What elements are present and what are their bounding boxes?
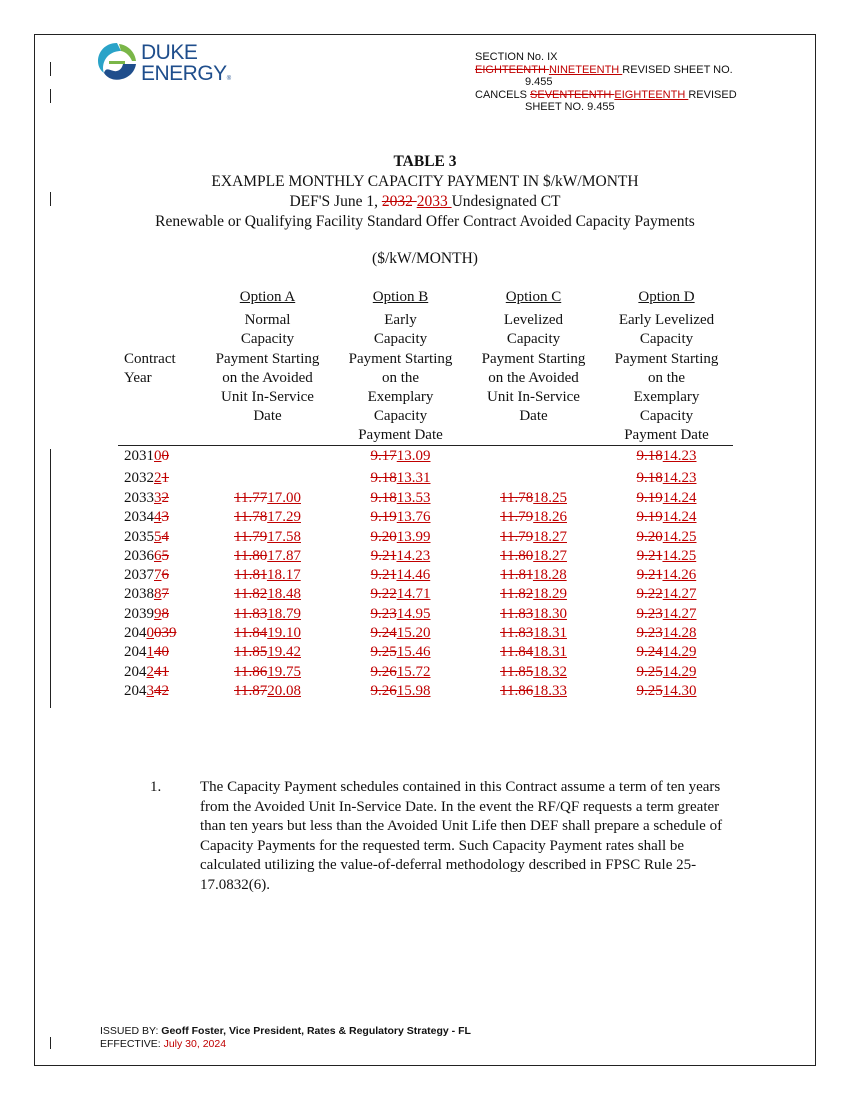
new-value: 18.30 [533, 606, 567, 622]
new-value: 20.08 [267, 683, 301, 699]
old-value: 9.19 [636, 490, 663, 506]
option-c-payment [471, 606, 596, 623]
header-line: Early Levelized [618, 312, 715, 329]
new-value: 14.28 [662, 625, 697, 641]
year-prefix: 2033 [124, 490, 154, 506]
option-b-payment [338, 529, 463, 546]
option-c-payment [471, 509, 596, 526]
option-d-payment [604, 644, 729, 661]
option-c-label: Option C [505, 289, 562, 305]
year-prefix: 2031 [124, 448, 154, 464]
year-prefix: 204 [124, 664, 147, 680]
option-d-payment [604, 529, 729, 546]
option-a-payment [205, 548, 330, 565]
header-line: Payment Date [624, 427, 709, 444]
table-row [0, 664, 850, 683]
new-value: 18.25 [533, 490, 567, 506]
header-line: Exemplary [367, 389, 434, 406]
table-row [0, 548, 850, 567]
old-value: 11.78 [234, 509, 268, 525]
year-deleted-digit: 7 [161, 586, 169, 602]
new-value: 14.23 [396, 548, 431, 564]
option-d-payment [604, 509, 729, 526]
year-deleted-digit: 42 [154, 683, 169, 699]
new-value: 14.27 [662, 606, 697, 622]
new-value: 15.72 [396, 664, 431, 680]
option-b-payment [338, 567, 463, 584]
year-deleted-digit: 5 [161, 548, 169, 564]
old-value: 11.81 [500, 567, 533, 583]
new-value: 14.46 [396, 567, 431, 583]
old-value: 11.77 [234, 490, 268, 506]
old-value: 9.20 [636, 529, 663, 545]
revision-bar [50, 62, 51, 76]
header-line: Payment Starting [348, 350, 453, 367]
old-value: 9.20 [370, 529, 397, 545]
option-b-payment [338, 470, 463, 487]
issued-by-line [100, 1025, 471, 1038]
new-value: 15.98 [396, 683, 431, 699]
option-b-payment [338, 664, 463, 681]
cancels-line [475, 89, 737, 102]
old-value: 9.26 [370, 683, 397, 699]
option-c-payment [471, 548, 596, 565]
option-c-payment [471, 490, 596, 507]
effective-date: July 30, 2024 [163, 1037, 227, 1050]
header-line: Capacity [639, 331, 694, 348]
new-value: 18.32 [533, 664, 567, 680]
option-c-header [471, 288, 596, 426]
issued-by-label: ISSUED BY: [100, 1025, 162, 1037]
contract-year [124, 625, 177, 642]
year-inserted-digit: 0 [146, 625, 154, 641]
header-rule [118, 445, 733, 446]
contract-year [124, 644, 169, 661]
new-value: 18.33 [533, 683, 567, 699]
option-b-header [338, 288, 463, 446]
logo-line-2-text: ENERGY [141, 62, 227, 85]
new-value: 14.25 [662, 529, 697, 545]
old-value: 11.83 [234, 606, 268, 622]
option-d-header [604, 288, 729, 446]
option-b-payment [338, 448, 463, 465]
option-d-payment [604, 683, 729, 700]
option-b-payment [338, 644, 463, 661]
option-c-payment [471, 644, 596, 661]
new-value: 13.09 [396, 448, 431, 464]
option-d-label: Option D [638, 289, 695, 305]
year-prefix: 2037 [124, 567, 154, 583]
year-deleted-digit: 4 [161, 529, 169, 545]
new-value: 15.46 [396, 644, 431, 660]
old-value: 11.83 [500, 606, 534, 622]
year-inserted-digit: 1 [146, 644, 154, 660]
option-a-label: Option A [239, 289, 296, 305]
header-line: on the [647, 369, 686, 386]
old-value: 9.25 [636, 664, 663, 680]
effective-line [100, 1038, 471, 1051]
inserted-text: NINETEENTH [548, 63, 623, 76]
contract-header-line: Year [124, 370, 152, 387]
header-line: Date [519, 408, 548, 425]
new-value: 14.23 [662, 470, 697, 486]
year-inserted-digit: 3 [146, 683, 154, 699]
cancels-sheet-number: SHEET NO. 9.455 [525, 101, 615, 113]
year-inserted-digit: 0 [154, 448, 162, 464]
footnote-number: 1. [150, 779, 162, 795]
new-value: 14.25 [662, 548, 697, 564]
header-line: on the Avoided [222, 369, 313, 386]
old-value: 9.21 [370, 567, 397, 583]
new-value: 19.10 [267, 625, 301, 641]
year-deleted-digit: 40 [154, 644, 169, 660]
new-value: 18.17 [266, 567, 301, 583]
footer [100, 1025, 471, 1050]
year-prefix: 2038 [124, 586, 154, 602]
table-row [0, 448, 850, 467]
year-inserted-digit: 3 [154, 490, 162, 506]
header-line: Unit In-Service [487, 389, 580, 406]
header-line: Capacity [506, 331, 561, 348]
year-deleted-digit: 3 [161, 509, 169, 525]
old-value: 9.19 [636, 509, 663, 525]
table-row [0, 606, 850, 625]
option-d-payment [604, 606, 729, 623]
option-a-payment [205, 529, 330, 546]
table-row [0, 625, 850, 644]
contract-year [124, 470, 169, 487]
table-subtitle [0, 192, 850, 212]
old-value: 9.19 [370, 509, 397, 525]
new-value: 17.87 [267, 548, 301, 564]
old-value: 11.86 [234, 664, 268, 680]
old-value: 9.23 [370, 606, 397, 622]
contract-header-line: Contract [124, 351, 176, 367]
new-value: 18.27 [533, 529, 567, 545]
option-d-payment [604, 664, 729, 681]
header-line: Capacity [240, 331, 295, 348]
table-number: TABLE 3 [393, 153, 457, 170]
table-title: EXAMPLE MONTHLY CAPACITY PAYMENT IN $/kW/MONTH [211, 173, 639, 190]
old-value: 9.24 [636, 644, 663, 660]
header-line: Unit In-Service [221, 389, 314, 406]
option-c-payment [471, 683, 596, 700]
year-inserted-digit: 6 [154, 548, 162, 564]
new-value: 14.24 [662, 509, 697, 525]
contract-year [124, 683, 169, 700]
new-value: 18.31 [533, 625, 567, 641]
new-value: 14.23 [662, 448, 697, 464]
old-value: 11.79 [500, 509, 534, 525]
table-row [0, 529, 850, 548]
new-value: 13.99 [396, 529, 431, 545]
revision-bar [50, 1037, 51, 1049]
option-a-payment [205, 683, 330, 700]
option-b-payment [338, 606, 463, 623]
deleted-text: 2032 [381, 193, 417, 210]
option-a-payment [205, 644, 330, 661]
table-row [0, 644, 850, 663]
year-prefix: 2035 [124, 529, 154, 545]
cancels-tail: REVISED [688, 88, 737, 101]
old-value: 11.80 [234, 548, 268, 564]
old-value: 9.23 [636, 606, 663, 622]
year-deleted-digit: 0 [161, 448, 169, 464]
old-value: 11.83 [500, 625, 534, 641]
old-value: 11.79 [234, 529, 268, 545]
year-inserted-digit: 9 [154, 606, 162, 622]
old-value: 11.79 [500, 529, 534, 545]
year-inserted-digit: 2 [154, 470, 162, 486]
table-row [0, 509, 850, 528]
option-a-payment [205, 567, 330, 584]
option-c-payment [471, 567, 596, 584]
header-line: Normal [244, 312, 291, 329]
old-value: 9.18 [636, 470, 663, 486]
option-b-payment [338, 586, 463, 603]
new-value: 19.42 [267, 644, 301, 660]
contract-year [124, 490, 169, 507]
new-value: 18.26 [533, 509, 567, 525]
contract-year [124, 529, 169, 546]
effective-label: EFFECTIVE: [100, 1037, 164, 1050]
table-row [0, 490, 850, 509]
year-prefix: 204 [124, 625, 147, 641]
deleted-text: EIGHTEENTH [475, 63, 549, 76]
option-c-payment [471, 586, 596, 603]
new-value: 18.28 [532, 567, 567, 583]
old-value: 11.80 [500, 548, 534, 564]
logo-registered-mark: ® [226, 76, 231, 82]
header-line: Capacity [373, 408, 428, 425]
option-b-label: Option B [372, 289, 429, 305]
contract-year [124, 606, 169, 623]
logo-line-2 [141, 63, 231, 90]
sheet-revision-line [475, 64, 737, 77]
new-value: 14.26 [662, 567, 697, 583]
table-row [0, 470, 850, 489]
old-value: 9.23 [636, 625, 663, 641]
option-d-payment [604, 586, 729, 603]
new-value: 19.75 [267, 664, 301, 680]
old-value: 9.18 [636, 448, 663, 464]
year-deleted-digit: 2 [161, 490, 169, 506]
footnote-text: The Capacity Payment schedules contained in this Contract assume a term of ten years from the Avoided Unit In-Service Date. In the event the RF/QF requests a term greater than ten years but less than the Avoided Unit Life then DEF shall prepare a schedule of Capacity Payments for the requested term. Such Capacity Payment rates shall be calculated utilizing the value-of-deferral methodology described in FPSC Rule 25-17.0832(6). [200, 779, 723, 893]
new-value: 17.58 [267, 529, 301, 545]
table-title-block [0, 152, 850, 232]
old-value: 9.25 [636, 683, 663, 699]
year-inserted-digit: 7 [154, 567, 162, 583]
contract-year [124, 548, 169, 565]
option-c-payment [471, 625, 596, 642]
sheet-revision-tail: REVISED SHEET NO. [622, 63, 733, 76]
new-value: 15.20 [396, 625, 431, 641]
sheet-info [475, 51, 737, 114]
contract-year [124, 509, 169, 526]
deleted-text: SEVENTEENTH [530, 88, 615, 101]
option-b-payment [338, 490, 463, 507]
new-value: 18.48 [267, 586, 301, 602]
option-d-payment [604, 490, 729, 507]
header-line: Date [253, 408, 282, 425]
contract-year [124, 567, 169, 584]
option-a-payment [205, 664, 330, 681]
contract-year-header [124, 350, 176, 388]
header-line: Payment Date [358, 427, 443, 444]
option-b-payment [338, 625, 463, 642]
header-line: on the [381, 369, 420, 386]
option-c-payment [471, 664, 596, 681]
option-b-payment [338, 509, 463, 526]
new-value: 14.30 [662, 683, 697, 699]
old-value: 11.85 [234, 644, 268, 660]
new-value: 14.24 [662, 490, 697, 506]
new-value: 14.27 [662, 586, 697, 602]
new-value: 13.76 [396, 509, 431, 525]
year-deleted-digit: 1 [161, 470, 169, 486]
old-value: 11.82 [234, 586, 268, 602]
option-d-payment [604, 470, 729, 487]
old-value: 9.21 [636, 548, 663, 564]
contract-year [124, 664, 169, 681]
option-a-payment [205, 509, 330, 526]
header-line: Payment Starting [215, 350, 320, 367]
year-prefix: 2036 [124, 548, 154, 564]
old-value: 11.87 [234, 683, 268, 699]
new-value: 18.27 [533, 548, 567, 564]
header-line: Payment Starting [614, 350, 719, 367]
option-d-payment [604, 625, 729, 642]
old-value: 11.84 [234, 625, 268, 641]
option-a-payment [205, 625, 330, 642]
old-value: 11.78 [500, 490, 534, 506]
header-line: Capacity [639, 408, 694, 425]
units-label: ($/kW/MONTH) [372, 250, 478, 267]
table-row [0, 567, 850, 586]
duke-energy-logo-icon [95, 40, 139, 84]
option-c-payment [471, 529, 596, 546]
old-value: 11.86 [500, 683, 534, 699]
option-a-payment [205, 606, 330, 623]
old-value: 9.21 [636, 567, 663, 583]
header-line: Early [384, 312, 417, 329]
new-value: 17.00 [267, 490, 301, 506]
header-line: Capacity [373, 331, 428, 348]
old-value: 9.25 [370, 644, 397, 660]
year-prefix: 2032 [124, 470, 154, 486]
header-line: Exemplary [633, 389, 700, 406]
old-value: 11.81 [234, 567, 267, 583]
section-number: SECTION No. IX [475, 51, 558, 63]
subtitle-prefix: DEF'S June 1, [289, 193, 382, 210]
inserted-text: EIGHTEENTH [614, 88, 689, 101]
contract-year [124, 586, 169, 603]
option-a-payment [205, 586, 330, 603]
year-inserted-digit: 2 [146, 664, 154, 680]
year-prefix: 2039 [124, 606, 154, 622]
old-value: 9.18 [370, 490, 397, 506]
year-inserted-digit: 8 [154, 586, 162, 602]
new-value: 18.29 [533, 586, 567, 602]
table-description: Renewable or Qualifying Facility Standard Offer Contract Avoided Capacity Payments [155, 213, 695, 230]
option-a-header [205, 288, 330, 426]
new-value: 18.31 [533, 644, 567, 660]
issued-by-name: Geoff Foster, Vice President, Rates & Regulatory Strategy - FL [161, 1025, 471, 1037]
old-value: 9.18 [370, 470, 397, 486]
option-d-payment [604, 448, 729, 465]
new-value: 14.29 [662, 644, 697, 660]
contract-year [124, 448, 169, 465]
new-value: 13.53 [396, 490, 431, 506]
subtitle-suffix: Undesignated CT [451, 193, 561, 210]
table-row [0, 683, 850, 702]
option-b-payment [338, 683, 463, 700]
option-b-payment [338, 548, 463, 565]
year-prefix: 2034 [124, 509, 154, 525]
old-value: 9.17 [370, 448, 397, 464]
year-deleted-digit: 8 [161, 606, 169, 622]
old-value: 9.24 [370, 625, 397, 641]
year-deleted-digit: 6 [161, 567, 169, 583]
option-d-payment [604, 567, 729, 584]
old-value: 9.22 [636, 586, 663, 602]
logo-line-1: DUKE [141, 41, 198, 64]
year-prefix: 204 [124, 683, 147, 699]
revision-bar [50, 89, 51, 103]
old-value: 11.84 [500, 644, 534, 660]
new-value: 13.31 [396, 470, 431, 486]
new-value: 17.29 [267, 509, 301, 525]
new-value: 18.79 [267, 606, 301, 622]
year-inserted-digit: 5 [154, 529, 162, 545]
cancels-prefix: CANCELS [475, 88, 531, 101]
option-d-payment [604, 548, 729, 565]
year-prefix: 204 [124, 644, 147, 660]
old-value: 11.85 [500, 664, 534, 680]
old-value: 11.82 [500, 586, 534, 602]
year-deleted-digit: 41 [154, 664, 169, 680]
header-line: Payment Starting [481, 350, 586, 367]
option-a-payment [205, 490, 330, 507]
sheet-number: 9.455 [525, 76, 553, 88]
duke-energy-logo [95, 40, 245, 90]
old-value: 9.22 [370, 586, 397, 602]
old-value: 9.21 [370, 548, 397, 564]
new-value: 14.29 [662, 664, 697, 680]
old-value: 9.26 [370, 664, 397, 680]
table-row [0, 586, 850, 605]
year-inserted-digit: 4 [154, 509, 162, 525]
new-value: 14.71 [396, 586, 431, 602]
header-line: Levelized [503, 312, 564, 329]
year-deleted-digit: 039 [154, 625, 177, 641]
inserted-text: 2033 [416, 193, 452, 210]
new-value: 14.95 [396, 606, 431, 622]
header-line: on the Avoided [488, 369, 579, 386]
